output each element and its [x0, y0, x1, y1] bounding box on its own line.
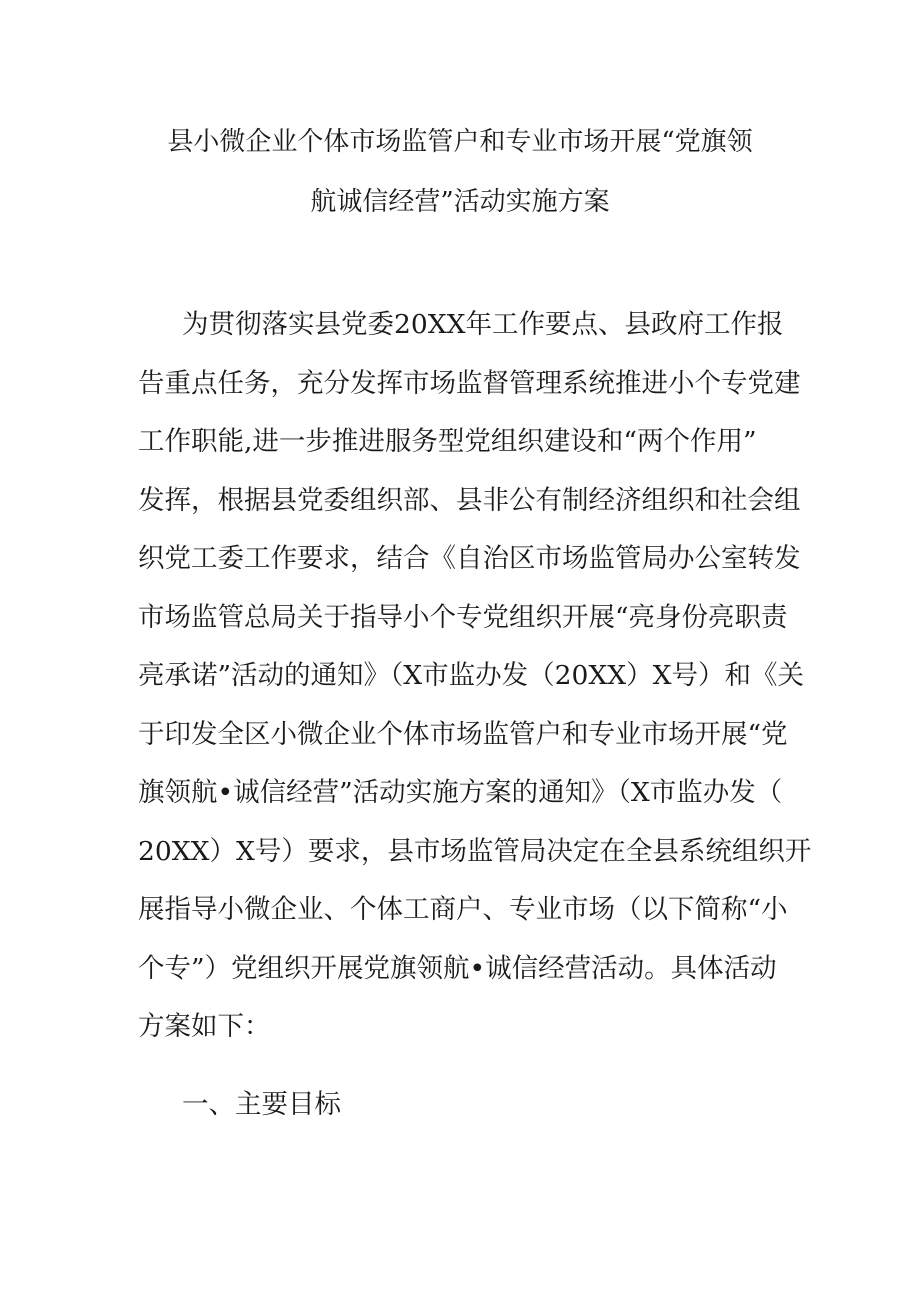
paragraph-line: 亮承诺”活动的通知》（X市监办发（20XX）X号）和《关	[138, 660, 804, 691]
paragraph-line: 展指导小微企业、个体工商户、专业市场（以下简称“小	[138, 894, 788, 925]
paragraph-line: 织党工委工作要求，结合《自治区市场监管局办公室转发	[138, 543, 801, 574]
document-title	[120, 112, 800, 232]
paragraph-line: 方案如下：	[138, 1011, 271, 1042]
title-line-2: 航诚信经营”活动实施方案	[310, 187, 610, 217]
paragraph-line: 为贯彻落实县党委20XX年工作要点、县政府工作报	[182, 309, 784, 340]
paragraph-line: 市场监管总局关于指导小个专党组织开展“亮身份亮职责	[138, 601, 788, 633]
paragraph-line: 告重点任务，充分发挥市场监督管理系统推进小个专党建	[138, 367, 801, 399]
paragraph-line: 发挥，根据县党委组织部、县非公有制经济组织和社会组	[138, 484, 801, 516]
paragraph-line: 个专”）党组织开展党旗领航•诚信经营活动。具体活动	[138, 952, 777, 984]
paragraph-line: 20XX）X号）要求，县市场监管局决定在全县系统组织开	[138, 835, 812, 867]
intro-paragraph	[138, 296, 812, 1057]
paragraph-line: 于印发全区小微企业个体市场监管户和专业市场开展“党	[138, 718, 788, 750]
section-heading: 一、主要目标	[182, 1089, 341, 1120]
title-line-1: 县小微企业个体市场监管户和专业市场开展“党旗领	[167, 127, 753, 157]
paragraph-line: 工作职能,进一步推进服务型党组织建设和“两个作用”	[138, 426, 757, 457]
paragraph-line: 旗领航•诚信经营”活动实施方案的通知》（X市监办发（	[138, 777, 783, 808]
